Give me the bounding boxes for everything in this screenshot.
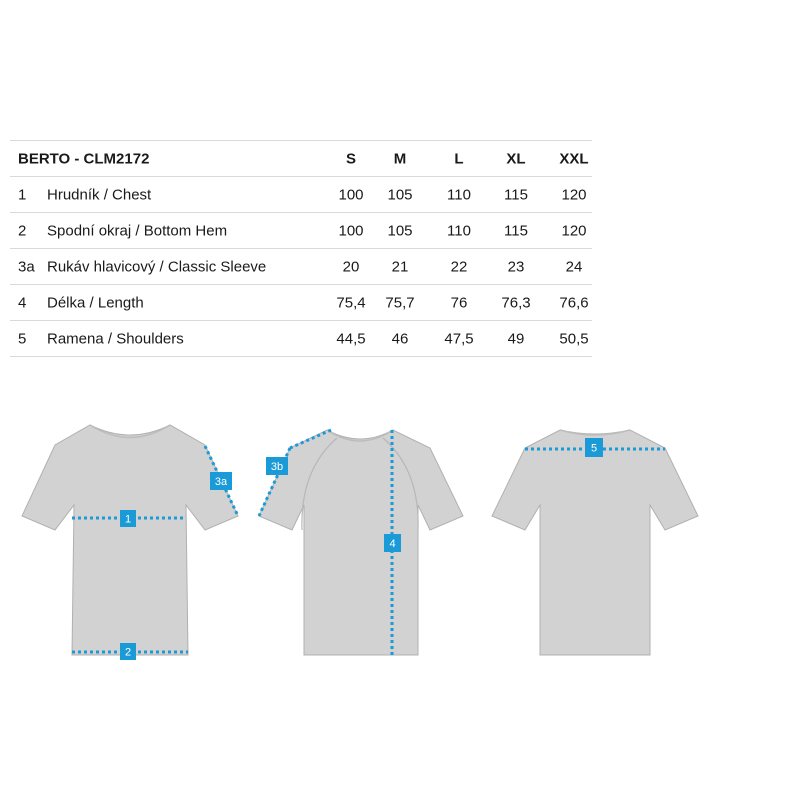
table-row [10,321,592,357]
tshirt-front-raglan [259,430,463,655]
tshirt-back [492,430,698,655]
cell-m: 75,7 [385,294,415,311]
cell-s: 20 [342,258,360,275]
badge-raglan-sleeve-label: 3b [270,461,284,473]
table-row [10,285,592,321]
cell-s: 100 [338,186,364,203]
cell-l: 110 [447,222,471,239]
badge-classic-sleeve [210,472,232,490]
size-header-xxl: XXL [559,150,589,167]
cell-s: 100 [338,222,364,239]
tshirt-front-classic [22,425,238,655]
size-header-xl: XL [506,150,526,167]
cell-xl: 23 [507,258,525,275]
size-table [10,140,592,357]
cell-xxl: 120 [561,222,587,239]
cell-m: 46 [391,330,409,347]
row-id: 1 [18,186,27,203]
cell-xl: 115 [504,222,528,239]
cell-xxl: 76,6 [559,294,589,311]
cell-l: 47,5 [444,330,474,347]
cell-m: 105 [387,222,413,239]
cell-xl: 115 [504,186,528,203]
badge-bottom-hem-label: 2 [124,646,132,659]
cell-l: 76 [450,294,468,311]
badge-classic-sleeve-label: 3a [214,476,228,488]
badge-chest-label: 1 [124,513,132,526]
row-name: Délka / Length [47,294,144,311]
cell-xl: 76,3 [501,294,531,311]
badge-shoulders [585,438,603,457]
badge-length [384,534,401,552]
badge-raglan-sleeve [266,457,288,475]
row-id: 2 [18,222,27,239]
table-row [10,249,592,285]
tshirt-back-shape [492,430,698,655]
cell-s: 44,5 [336,330,366,347]
badge-bottom-hem [120,643,136,660]
cell-m: 21 [391,258,409,275]
cell-s: 75,4 [336,294,366,311]
row-id: 5 [18,330,27,347]
tshirt-front-raglan-shape [259,430,463,655]
size-header-s: S [345,150,356,167]
table-header-row [10,140,592,177]
cell-xxl: 24 [565,258,583,275]
table-row [10,177,592,213]
row-id: 3a [18,258,35,275]
cell-l: 110 [447,186,471,203]
size-header-m: M [393,150,407,167]
row-id: 4 [18,294,27,311]
badge-chest [120,510,136,527]
cell-m: 105 [387,186,413,203]
cell-l: 22 [450,258,468,275]
cell-xxl: 50,5 [559,330,589,347]
measurement-diagram [0,400,800,690]
row-name: Spodní okraj / Bottom Hem [47,222,228,239]
table-row [10,213,592,249]
row-name: Hrudník / Chest [47,186,152,203]
cell-xl: 49 [507,330,525,347]
product-title: BERTO - CLM2172 [18,150,150,167]
row-name: Rukáv hlavicový / Classic Sleeve [47,258,267,275]
badge-shoulders-label: 5 [590,442,598,455]
size-header-l: L [454,150,464,167]
row-name: Ramena / Shoulders [47,330,184,347]
tshirt-front-classic-shape [22,425,238,655]
badge-length-label: 4 [389,538,396,550]
cell-xxl: 120 [561,186,587,203]
